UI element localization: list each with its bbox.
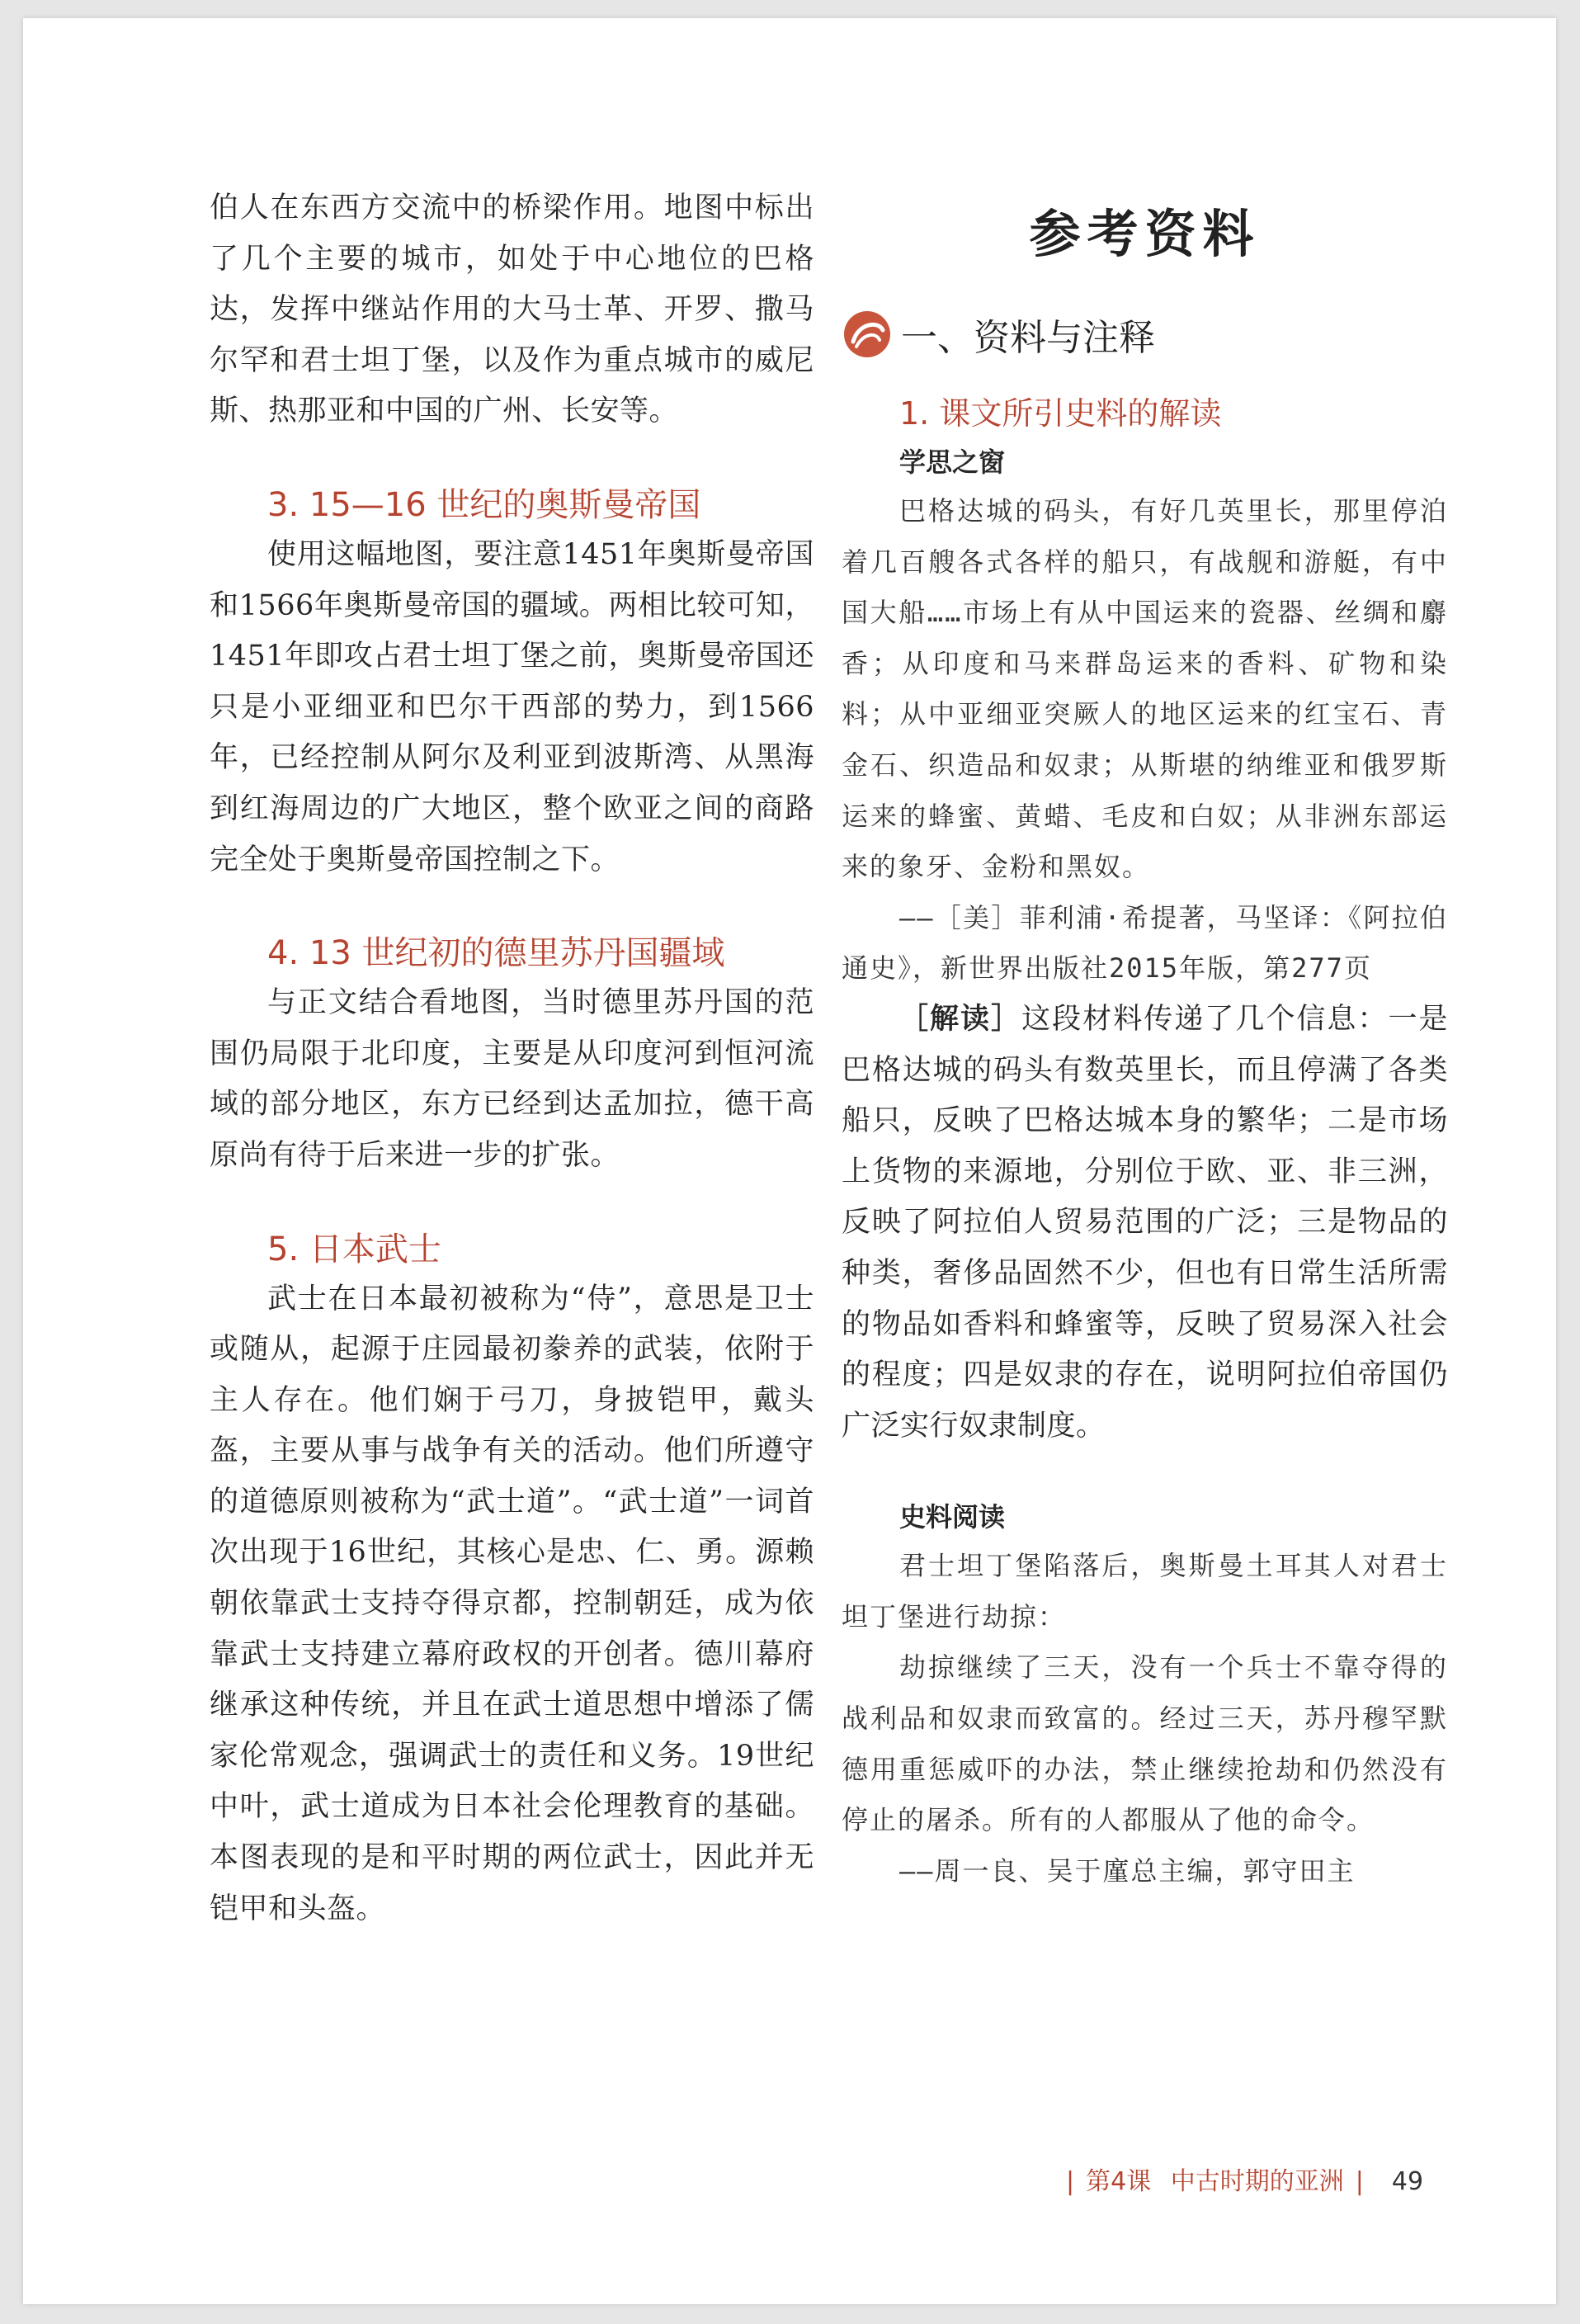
reading-citation: ——周一良、吴于廑总主编，郭守田主 <box>899 1854 1356 1887</box>
left-column <box>210 183 814 1934</box>
box-label-xuesi: 学思之窗 <box>899 446 1006 478</box>
page-title: 参考资料 <box>1029 204 1261 264</box>
footer-lesson-title: 中古时期的亚洲 <box>1170 2167 1344 2196</box>
right-column <box>842 183 1448 1897</box>
box-label-reading: 史料阅读 <box>899 1501 1006 1533</box>
subsection-1-title: 1. 课文所引史料的解读 <box>899 395 1222 432</box>
page-footer <box>1054 2161 1467 2197</box>
section-3-title: 3. 15—16 世纪的奥斯曼帝国 <box>267 485 701 524</box>
interpretation-paragraph <box>842 994 1448 1452</box>
section-5-title: 5. 日本武士 <box>267 1230 441 1268</box>
section-5-body: 武士在日本最初被称为“侍”，意思是卫士或随从，起源于庄园最初豢养的武装，依附于主人存在。他们娴于弓刀，身披铠甲，戴头盔，主要从事与战争有关的活动。他们所遵守的道德原则被称为“武士道”。“武士道”一词首次出现于16世纪，其核心是忠、仁、勇。源赖朝依靠武士支持夺得京都，控制朝廷，成为依靠武士支持建立幕府政权的开创者。德川幕府继承这种传统，并且在武士道思想中增添了儒家伦常观念，强调武士的责任和义务。19世纪中叶，武士道成为日本社会伦理教育的基础。本图表现的是和平时期的两位武士，因此并无铠甲和头盔。 <box>210 1282 814 1925</box>
section-3-body: 使用这幅地图，要注意1451年奥斯曼帝国和1566年奥斯曼帝国的疆域。两相比较可知，1451年即攻占君士坦丁堡之前，奥斯曼帝国还只是小亚细亚和巴尔干西部的势力，到1566年，已经控制从阿尔及利亚到波斯湾、从黑海到红海周边的广大地区，整个欧亚之间的商路完全处于奥斯曼帝国控制之下。 <box>210 537 814 876</box>
heading-resources-text: 一、资料与注释 <box>901 317 1155 359</box>
interpretation-body: 这段材料传递了几个信息：一是巴格达城的码头有数英里长，而且停满了各类船只，反映了巴格达城本身的繁华；二是市场上货物的来源地，分别位于欧、亚、非三洲，反映了阿拉伯人贸易范围的广泛；三是物品的种类，奢侈品固然不少，但也有日常生活所需的物品如香料和蜂蜜等，反映了贸易深入社会的程度；四是奴隶的存在，说明阿拉伯帝国仍广泛实行奴隶制度。 <box>842 1002 1448 1443</box>
page <box>23 18 1556 2304</box>
footer-lesson: 第4课 <box>1086 2167 1152 2196</box>
reading-quote: 劫掠继续了三天，没有一个兵士不靠夺得的战利品和奴隶而致富的。经过三天，苏丹穆罕默德用重惩威吓的办法，禁止继续抢劫和仍然没有停止的屠杀。所有的人都服从了他的命令。 <box>842 1651 1448 1836</box>
swirl-icon <box>842 309 893 360</box>
footer-divider-2: | <box>1355 2167 1364 2196</box>
source-quote: 巴格达城的码头，有好几英里长，那里停泊着几百艘各式各样的船只，有战舰和游艇，有中国大船……市场上有从中国运来的瓷器、丝绸和麝香；从印度和马来群岛运来的香料、矿物和染料；从中亚细亚突厥人的地区运来的红宝石、青金石、织造品和奴隶；从斯堪的纳维亚和俄罗斯运来的蜂蜜、黄蜡、毛皮和白奴；从非洲东部运来的象牙、金粉和黑奴。 <box>842 495 1448 883</box>
reading-intro: 君士坦丁堡陷落后，奥斯曼土耳其人对君士坦丁堡进行劫掠： <box>842 1550 1448 1632</box>
heading-resources <box>842 308 1448 361</box>
page-number: 49 <box>1391 2167 1424 2196</box>
source-citation: ——［美］菲利浦·希提著，马坚译：《阿拉伯通史》，新世界出版社2015年版，第277页 <box>842 901 1448 985</box>
section-4-title: 4. 13 世纪初的德里苏丹国疆域 <box>267 934 725 973</box>
footer-divider: | <box>1066 2167 1075 2196</box>
intro-paragraph: 伯人在东西方交流中的桥梁作用。地图中标出了几个主要的城市，如处于中心地位的巴格达，发挥中继站作用的大马士革、开罗、撒马尔罕和君士坦丁堡，以及作为重点城市的威尼斯、热那亚和中国的广州、长安等。 <box>210 191 814 428</box>
section-4-body: 与正文结合看地图，当时德里苏丹国的范围仍局限于北印度，主要是从印度河到恒河流域的部分地区，东方已经到达孟加拉，德干高原尚有待于后来进一步的扩张。 <box>210 986 814 1172</box>
interpretation-tag: ［解读］ <box>899 1002 1022 1036</box>
